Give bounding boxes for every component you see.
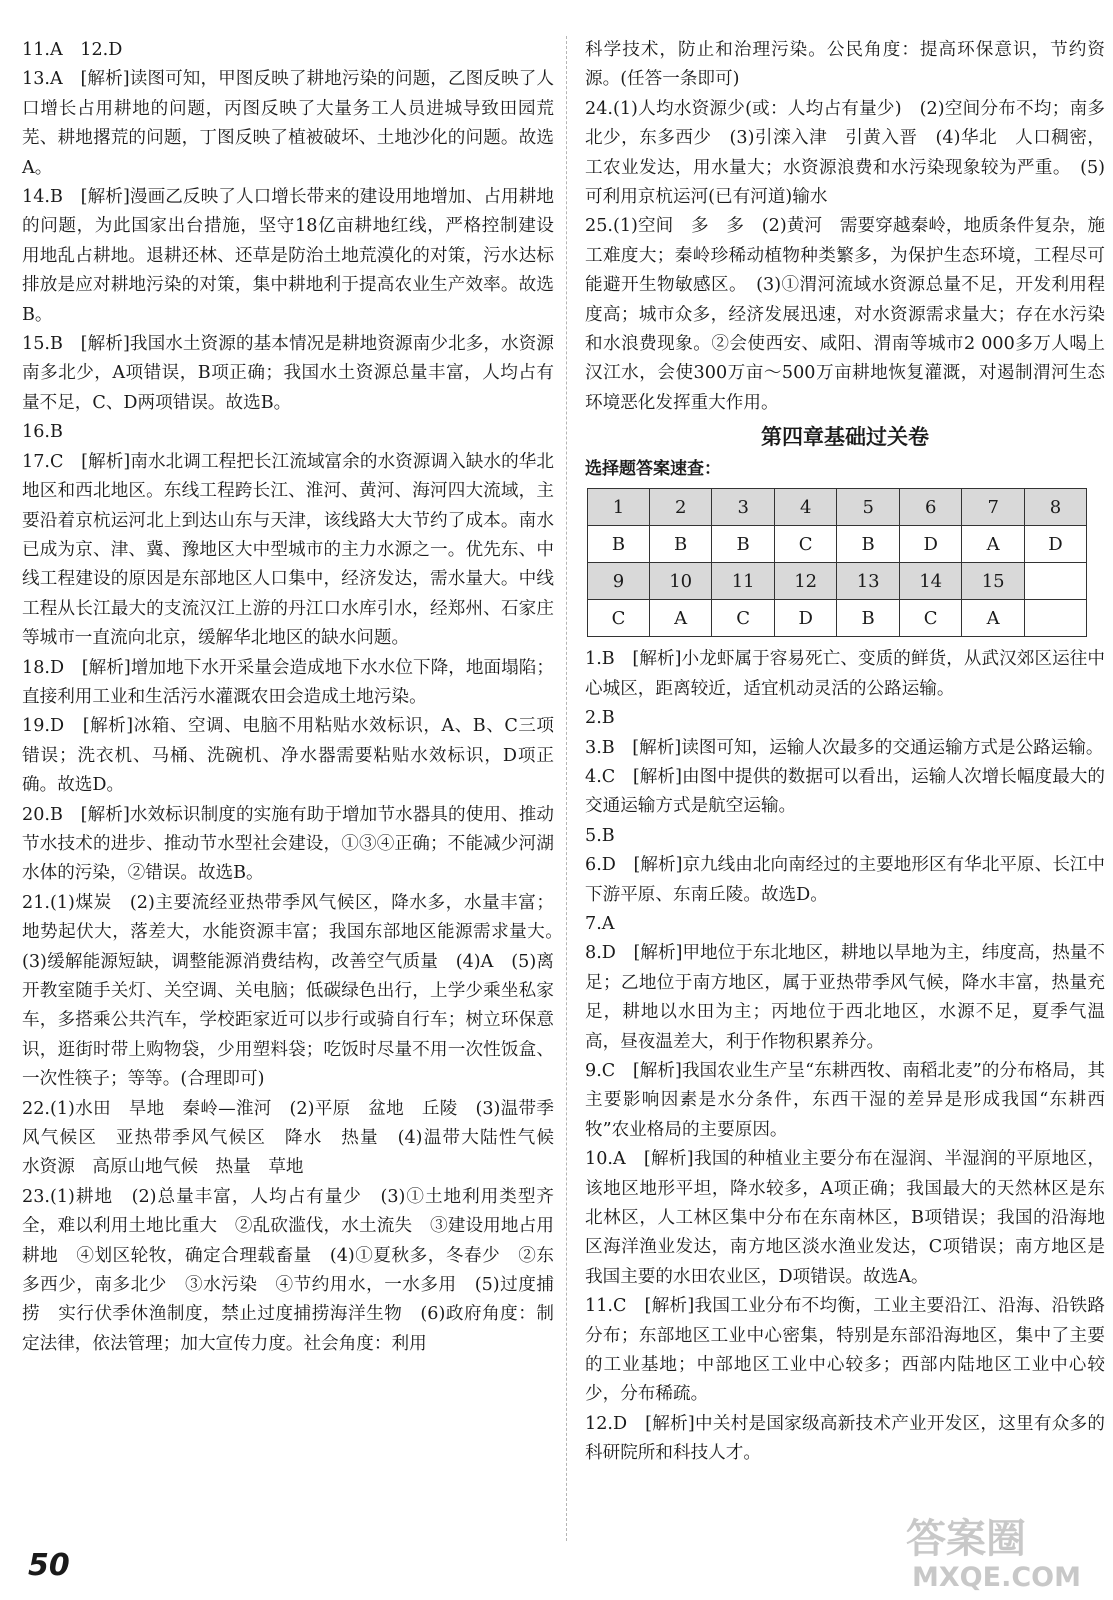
answer-cell: C [588,600,650,637]
question-number-cell: 4 [774,489,837,526]
answer-cell: D [774,600,837,637]
answer-table-number-row [588,489,1087,526]
answer-entry: 2.B [585,708,615,729]
answer-entry: 7.A [585,913,615,934]
answer-table [587,488,1087,637]
answer-entry: 4.C [解析]由图中提供的数据可以看出，运输人次增长幅度最大的交通运输方式是航空运输。 [585,766,1105,817]
answer-entry: 15.B [解析]我国水土资源的基本情况是耕地资源南少北多，水资源南多北少，A项错误，B项正确；我国水土资源总量丰富，人均占有量不足，C、D两项错误。故选B。 [22,334,554,413]
answer-entry: 18.D [解析]增加地下水开采量会造成地下水水位下降，地面塌陷；直接利用工业和生活污水灌溉农田会造成土地污染。 [22,657,554,707]
answer-cell: C [774,526,837,563]
answer-cell: D [1024,526,1086,563]
question-number-cell: 5 [837,489,900,526]
column-divider [566,36,567,1541]
answer-entry: 20.B [解析]水效标识制度的实施有助于增加节水器具的使用、推动节水技术的进步、推动节水型社会建设，①③④正确；不能减少河湖水体的污染，②错误。故选B。 [22,804,554,884]
left-column [22,36,572,1359]
answer-entry: 21.(1)煤炭 (2)主要流经亚热带季风气候区，降水多，水量丰富；地势起伏大，落差大，水能资源丰富；我国东部地区能源需求量大。 (3)缓解能源短缺，调整能源消费结构，改善空气质量 (4)A (5)离开教室随手关灯、关空调、关电脑；低碳绿色出行，上学少乘坐私家车，多搭乘公共汽车，学校距家近可以步行或骑自行车；树立环保意识，逛街时带上购物袋，少用塑料袋；吃饭时尽量不用一次性饭盒、一次性筷子；等等。(合理即可) [22,892,572,1090]
answer-table-answer-row [588,526,1087,563]
watermark-url: MXQE.COM [912,1562,1081,1592]
answer-cell: B [837,526,900,563]
question-number-cell: 14 [899,563,962,600]
empty-cell [1024,563,1086,600]
question-number-cell: 8 [1024,489,1086,526]
section-title: 第四章基础过关卷 [761,425,929,450]
question-number-cell: 1 [588,489,650,526]
answer-entry: 8.D [解析]甲地位于东北地区，耕地以旱地为主，纬度高，热量不足；乙地位于南方地区，属于亚热带季风气候，降水丰富，热量充足，耕地以水田为主；丙地位于西北地区，水源不足，夏季气温高，昼夜温差大，利于作物积累养分。 [585,943,1105,1052]
question-number-cell: 9 [588,563,650,600]
answer-cell: A [962,526,1025,563]
answer-cell: B [837,600,900,637]
watermark-logo [898,1506,1104,1592]
answer-entry: 3.B [解析]读图可知，运输人次最多的交通运输方式是公路运输。 [585,737,1104,758]
question-number-cell: 2 [649,489,712,526]
answer-cell: A [962,600,1025,637]
answer-entry: 9.C [解析]我国农业生产呈“东耕西牧、南稻北麦”的分布格局，其主要影响因素是水分条件，东西干湿的差异是形成我国“东耕西牧”农业格局的主要原因。 [585,1060,1105,1140]
answer-entry: 科学技术，防止和治理污染。公民角度：提高环保意识，节约资源。(任答一条即可) [585,40,1105,90]
question-number-cell: 12 [774,563,837,600]
answer-entry: 12.D [解析]中关村是国家级高新技术产业开发区，这里有众多的科研院所和科技人才。 [585,1413,1105,1464]
answer-entry: 11.A 12.D [22,40,123,60]
answer-table-answer-row [588,600,1087,637]
answer-entry: 17.C [解析]南水北调工程把长江流域富余的水资源调入缺水的华北地区和西北地区。东线工程跨长江、淮河、黄河、海河四大流域，主要沿着京杭运河北上到达山东与天津，该线路大大节约了成本。南水已成为京、津、冀、豫地区大中型城市的主力水源之一。优先东、中线工程建设的原因是东部地区人口集中，经济发达，需水量大。中线工程从长江最大的支流汉江上游的丹江口水库引水，经郑州、石家庄等城市一直流向北京，缓解华北地区的缺水问题。 [22,451,554,649]
right-column [585,36,1105,1469]
answer-entry: 25.(1)空间 多 多 (2)黄河 需要穿越秦岭，地质条件复杂，施工难度大；秦岭珍稀动植物种类繁多，为保护生态环境，工程尽可能避开生物敏感区。 (3)①渭河流域水资源总量不足，开发利用程度高；城市众多，经济发展迅速，对水资源需求量大；存在水污染和水浪费现象。②会使西安、咸阳、渭南等城市2 000多万人喝上汉江水，会使300万亩～500万亩耕地恢复灌溉，对遏制渭河生态环境恶化发挥重大作用。 [585,216,1105,413]
question-number-cell: 10 [649,563,712,600]
question-number-cell: 6 [899,489,962,526]
answer-entry: 13.A [解析]读图可知，甲图反映了耕地污染的问题，乙图反映了人口增长占用耕地的问题，丙图反映了大量务工人员进城导致田园荒芜、耕地撂荒的问题，丁图反映了植被破坏、土地沙化的问题。故选A。 [22,69,554,178]
question-number-cell: 15 [962,563,1025,600]
answer-cell: A [649,600,712,637]
question-number-cell: 7 [962,489,1025,526]
answer-cell: D [899,526,962,563]
answer-cell: C [899,600,962,637]
answer-entry: 1.B [解析]小龙虾属于容易死亡、变质的鲜货，从武汉郊区运往中心城区，距离较近，适宜机动灵活的公路运输。 [585,649,1105,699]
answer-entry: 5.B [585,825,615,846]
answer-entry: 16.B [22,422,63,443]
answer-entry: 23.(1)耕地 (2)总量丰富，人均占有量少 (3)①土地利用类型齐全，难以利用土地比重大 ②乱砍滥伐，水土流失 ③建设用地占用耕地 ④划区轮牧，确定合理载畜量 (4)①夏秋多，冬春少 ②东多西少，南多北少 ③水污染 ④节约用水，一水多用 (5)过度捕捞 实行伏季休渔制度，禁止过度捕捞海洋生物 (6)政府角度：制定法律，依法管理；加大宣传力度。社会角度：利用 [22,1186,554,1354]
answer-entry: 24.(1)人均水资源少(或：人均占有量少) (2)空间分布不均；南多北少，东多西少 (3)引滦入津 引黄入晋 (4)华北 人口稠密，工农业发达，用水量大；水资源浪费和水污染现象较为严重。 (5)可利用京杭运河(已有河道)输水 [585,98,1105,208]
quick-answer-label: 选择题答案速查： [585,459,721,480]
page-number: 50 [28,1548,70,1583]
empty-cell [1024,600,1086,637]
question-number-cell: 13 [837,563,900,600]
question-number-cell: 3 [712,489,775,526]
watermark-text: 答案圈 [906,1516,1026,1562]
answer-table-number-row [588,563,1087,600]
answer-entry: 10.A [解析]我国的种植业主要分布在湿润、半湿润的平原地区，该地区地形平坦，降水较多，A项正确；我国最大的天然林区是东北林区，人工林区集中分布在东南林区，B项错误；我国的沿海地区海洋渔业发达，南方地区淡水渔业发达，C项错误；南方地区是我国主要的水田农业区，D项错误。故选A。 [585,1149,1105,1287]
answer-entry: 14.B [解析]漫画乙反映了人口增长带来的建设用地增加、占用耕地的问题，为此国家出台措施，坚守18亿亩耕地红线，严格控制建设用地乱占耕地。退耕还林、还草是防治土地荒漠化的对策，污水达标排放是应对耕地污染的对策，集中耕地利于提高农业生产效率。故选B。 [22,187,554,325]
answer-entry: 19.D [解析]冰箱、空调、电脑不用粘贴水效标识，A、B、C三项错误；洗衣机、马桶、洗碗机、净水器需要粘贴水效标识，D项正确。故选D。 [22,716,554,796]
question-number-cell: 11 [712,563,775,600]
answer-cell: B [649,526,712,563]
answer-cell: B [588,526,650,563]
answer-entry: 22.(1)水田 旱地 秦岭—淮河 (2)平原 盆地 丘陵 (3)温带季风气候区 亚热带季风气候区 降水 热量 (4)温带大陆性气候 水资源 高原山地气候 热量 草地 [22,1098,572,1178]
answer-entry: 6.D [解析]京九线由北向南经过的主要地形区有华北平原、长江中下游平原、东南丘陵。故选D。 [585,855,1105,905]
answer-cell: C [712,600,775,637]
answer-entry: 11.C [解析]我国工业分布不均衡，工业主要沿江、沿海、沿铁路分布；东部地区工业中心密集，特别是东部沿海地区，集中了主要的工业基地；中部地区工业中心较多；西部内陆地区工业中心较少，分布稀疏。 [585,1296,1105,1405]
answer-cell: B [712,526,775,563]
